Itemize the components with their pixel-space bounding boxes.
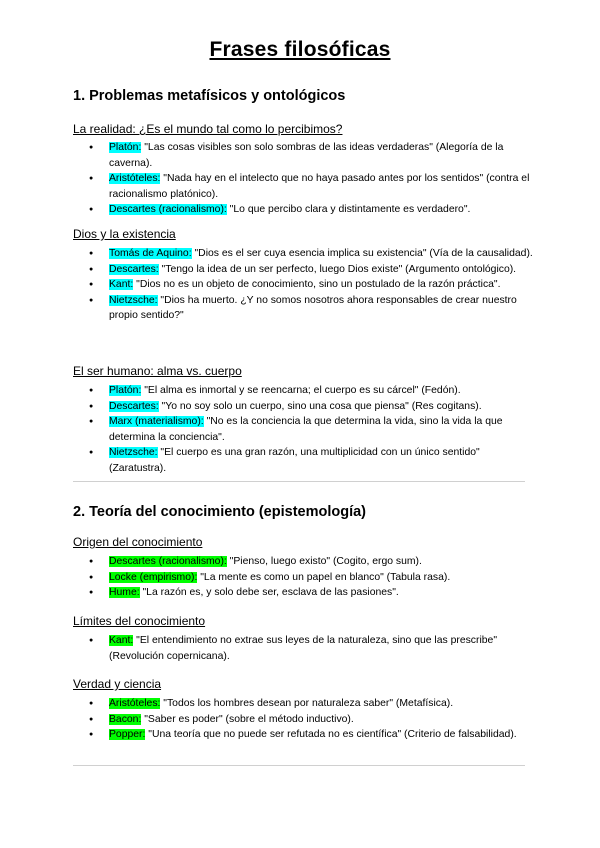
list-item (73, 277, 533, 293)
quote-text: "El cuerpo es una gran razón, una multiplicidad con un único sentido" (Zaratustra). (109, 447, 480, 474)
quote-text: "Dios ha muerto. ¿Y no somos nosotros ahora responsables de crear nuestro propio sentido?" (109, 294, 517, 321)
author-highlight: Platón: (109, 142, 142, 153)
section-heading: 2. Teoría del conocimiento (epistemología) (73, 504, 367, 520)
quote-text: "Dios no es un objeto de conocimiento, sino un postulado de la razón práctica". (133, 279, 501, 290)
section-divider (73, 765, 525, 766)
quote-list (73, 140, 533, 218)
author-highlight: Hume: (109, 587, 140, 598)
list-item (73, 414, 533, 445)
quote-list (73, 633, 533, 664)
list-item (73, 202, 533, 218)
quote-text: "Todos los hombres desean por naturaleza saber" (Metafísica). (160, 698, 454, 709)
author-highlight: Kant: (109, 635, 134, 646)
subsection-heading: Origen del conocimiento (73, 535, 203, 549)
quote-text: "Lo que percibo clara y distintamente es verdadero". (226, 204, 471, 215)
quote-text: "El entendimiento no extrae sus leyes de la naturaleza, sino que las prescribe" (Revolución copernicana). (109, 635, 498, 662)
subsection-heading: El ser humano: alma vs. cuerpo (73, 364, 242, 378)
list-item (73, 445, 533, 476)
list-item (73, 727, 533, 743)
quote-text: "No es la conciencia la que determina la vida, sino la vida la que determina la conciencia". (109, 416, 503, 443)
list-item (73, 262, 533, 278)
subsection-heading: Dios y la existencia (73, 227, 176, 241)
quote-text: "Nada hay en el intelecto que no haya pasado antes por los sentidos" (contra el racionalismo platónico). (109, 173, 530, 200)
author-highlight: Descartes (racionalismo): (109, 556, 227, 567)
quote-list (73, 383, 533, 476)
list-item (73, 585, 533, 601)
author-highlight: Descartes: (109, 400, 159, 412)
quote-text: "Tengo la idea de un ser perfecto, luego Dios existe" (Argumento ontológico). (158, 263, 517, 275)
author-highlight: Aristóteles: (109, 173, 161, 184)
quote-text: "Pienso, luego existo" (Cogito, ergo sum). (226, 556, 422, 567)
quote-text: "La razón es, y solo debe ser, esclava de las pasiones". (139, 587, 399, 598)
author-highlight: Aristóteles: (109, 698, 161, 709)
list-item (73, 293, 533, 324)
list-item (73, 554, 533, 570)
quote-text: "La mente es como un papel en blanco" (Tabula rasa). (197, 571, 451, 583)
list-item (73, 383, 533, 399)
author-highlight: Nietzsche: (109, 447, 158, 458)
quote-text: "El alma es inmortal y se reencarna; el cuerpo es su cárcel" (Fedón). (141, 385, 461, 396)
list-item (73, 246, 533, 262)
subsection-heading: Límites del conocimiento (73, 614, 206, 628)
subsection-heading: Verdad y ciencia (73, 677, 162, 691)
author-highlight: Popper: (109, 729, 146, 740)
quote-text: "Dios es el ser cuya esencia implica su existencia" (Vía de la causalidad). (191, 248, 533, 259)
section-divider (73, 481, 525, 482)
author-highlight: Kant: (109, 279, 134, 290)
author-highlight: Platón: (109, 385, 142, 396)
list-item (73, 696, 533, 712)
list-item (73, 171, 533, 202)
author-highlight: Marx (materialismo): (109, 416, 204, 427)
list-item (73, 570, 533, 586)
list-item (73, 399, 533, 415)
quote-list (73, 554, 533, 601)
quote-text: "Las cosas visibles son solo sombras de las ideas verdaderas" (Alegoría de la caverna). (109, 142, 504, 169)
subsection-heading: La realidad: ¿Es el mundo tal como lo percibimos? (73, 122, 343, 136)
quote-text: "Saber es poder" (sobre el método inductivo). (141, 713, 354, 725)
quote-text: "Una teoría que no puede ser refutada no es científica" (Criterio de falsabilidad). (145, 729, 517, 740)
author-highlight: Nietzsche: (109, 294, 158, 306)
section-heading: 1. Problemas metafísicos y ontológicos (73, 88, 346, 104)
author-highlight: Descartes (racionalismo): (109, 204, 227, 215)
list-item (73, 140, 533, 171)
list-item (73, 712, 533, 728)
author-highlight: Tomás de Aquino: (109, 248, 192, 259)
list-item (73, 633, 533, 664)
quote-list (73, 246, 533, 324)
author-highlight: Bacon: (109, 713, 142, 725)
author-highlight: Descartes: (109, 263, 159, 275)
author-highlight: Locke (empirismo): (109, 571, 198, 583)
document-title: Frases filosóficas (209, 38, 391, 61)
quote-list (73, 696, 533, 743)
quote-text: "Yo no soy solo un cuerpo, sino una cosa que piensa" (Res cogitans). (158, 400, 482, 412)
